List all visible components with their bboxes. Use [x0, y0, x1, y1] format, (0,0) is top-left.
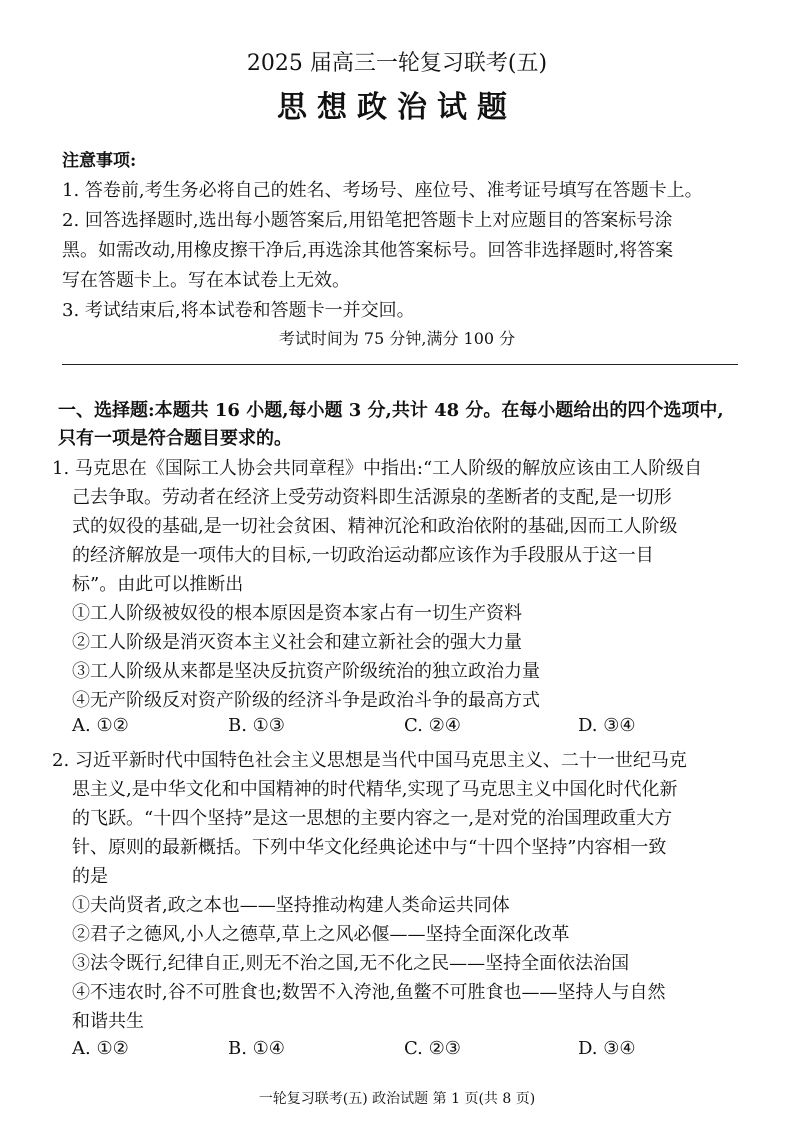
notice-line: 2. 回答选择题时,选出每小题答案后,用铅笔把答题卡上对应题目的答案标号涂 [62, 210, 673, 231]
question-2-stem: 2. 习近平新时代中国特色社会主义思想是当代中国马克思主义、二十一世纪马克 [52, 750, 687, 771]
page-footer: 一轮复习联考(五) 政治试题 第 1 页(共 8 页) [258, 1091, 536, 1107]
notice-line: 黑。如需改动,用橡皮擦干净后,再选涂其他答案标号。回答非选择题时,将答案 [62, 240, 674, 261]
section-heading: 只有一项是符合题目要求的。 [58, 428, 292, 449]
notice-line: 3. 考试结束后,将本试卷和答题卡一并交回。 [62, 300, 415, 321]
question-2-stem: 思主义,是中华文化和中国精神的时代精华,实现了马克思主义中国化时代化新 [72, 779, 678, 800]
question-2-statement: ④不违农时,谷不可胜食也;数罟不入洿池,鱼鳖不可胜食也——坚持人与自然 [72, 982, 666, 1003]
notice-line: 写在答题卡上。写在本试卷上无效。 [62, 270, 350, 291]
divider-line [62, 364, 738, 365]
exam-series-title: 2025 届高三一轮复习联考(五) [246, 51, 548, 76]
question-1-stem: 的经济解放是一项伟大的目标,一切政治运动都应该作为手段服从于这一目 [72, 545, 654, 566]
question-2-stem: 的飞跃。“十四个坚持”是这一思想的主要内容之一,是对党的治国理政重大方 [72, 808, 673, 829]
question-2-statement: ③法令既行,纪律自正,则无不治之国,无不化之民——坚持全面依法治国 [72, 953, 630, 974]
notice-heading: 注意事项: [62, 151, 137, 171]
question-2-statement: ②君子之德风,小人之德草,草上之风必偃——坚持全面深化改革 [72, 924, 570, 945]
question-1-option-b: B. ①③ [228, 715, 285, 736]
question-1-stem: 1. 马克思在《国际工人协会共同章程》中指出:“工人阶级的解放应该由工人阶级自 [52, 458, 703, 479]
question-2-statement: ①夫尚贤者,政之本也——坚持推动构建人类命运共同体 [72, 895, 510, 916]
question-1-statement: ①工人阶级被奴役的根本原因是资本家占有一切生产资料 [72, 603, 522, 624]
question-1-option-a: A. ①② [72, 715, 129, 736]
question-2-statement: 和谐共生 [72, 1011, 144, 1032]
section-heading: 一、选择题:本题共 16 小题,每小题 3 分,共计 48 分。在每小题给出的四个选项中, [58, 400, 724, 421]
question-2-option-b: B. ①④ [228, 1038, 285, 1059]
question-1-statement: ②工人阶级是消灭资本主义社会和建立新社会的强大力量 [72, 632, 522, 653]
notice-line: 1. 答卷前,考生务必将自己的姓名、考场号、座位号、准考证号填写在答题卡上。 [62, 180, 703, 201]
question-2-option-a: A. ①② [72, 1038, 129, 1059]
question-1-statement: ③工人阶级从来都是坚决反抗资产阶级统治的独立政治力量 [72, 661, 540, 682]
question-1-stem: 己去争取。劳动者在经济上受劳动资料即生活源泉的垄断者的支配,是一切形 [72, 487, 672, 508]
question-2-option-d: D. ③④ [578, 1038, 636, 1059]
subject-title: 思想政治试题 [277, 90, 517, 125]
question-1-statement: ④无产阶级反对资产阶级的经济斗争是政治斗争的最高方式 [72, 690, 540, 711]
question-1-stem: 式的奴役的基础,是一切社会贫困、精神沉沦和政治依附的基础,因而工人阶级 [72, 516, 678, 537]
exam-time: 考试时间为 75 分钟,满分 100 分 [278, 329, 516, 348]
question-1-stem: 标”。由此可以推断出 [72, 574, 244, 595]
question-1-option-c: C. ②④ [404, 715, 461, 736]
question-2-stem: 的是 [72, 866, 108, 887]
question-1-option-d: D. ③④ [578, 715, 636, 736]
question-2-stem: 针、原则的最新概括。下列中华文化经典论述中与“十四个坚持”内容相一致 [72, 837, 667, 858]
question-2-option-c: C. ②③ [404, 1038, 461, 1059]
